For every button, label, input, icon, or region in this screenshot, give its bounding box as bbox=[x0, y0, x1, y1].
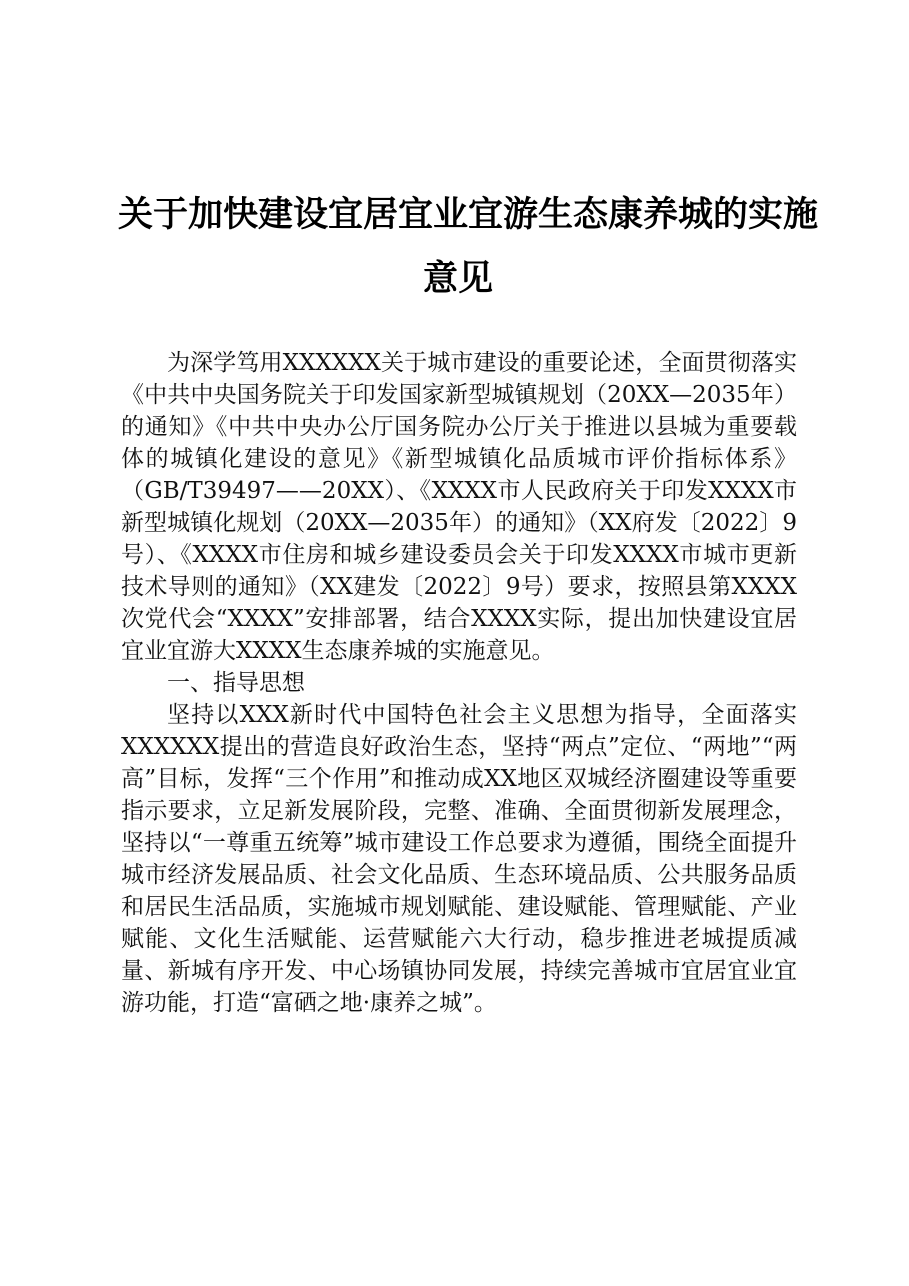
document-body bbox=[121, 347, 797, 1019]
document-title bbox=[118, 183, 819, 311]
intro-paragraph: 为深学笃用XXXXXX关于城市建设的重要论述，全面贯彻落实《中共中央国务院关于印发国家新型城镇规划（20XX—2035年）的通知》《中共中央办公厅国务院办公厅关于推进以县城为重要载体的城镇化建设的意见》《新型城镇化品质城市评价指标体系》（GB/T39497——20XX）、《XXXX市人民政府关于印发XXXX市新型城镇化规划（20XX—2035年）的通知》（XX府发〔2022〕9号）、《XXXX市住房和城乡建设委员会关于印发XXXX市城市更新技术导则的通知》（XX建发〔2022〕9号）要求，按照县第XXXX次党代会“XXXX”安排部署，结合XXXX实际，提出加快建设宜居宜业宜游大XXXX生态康养城的实施意见。 bbox=[121, 350, 797, 664]
document-title-line-1: 关于加快建设宜居宜业宜游生态康养城的实施 bbox=[118, 194, 819, 235]
section-heading-guiding-ideology: 一、指导思想 bbox=[167, 670, 305, 696]
guiding-ideology-paragraph: 坚持以XXX新时代中国特色社会主义思想为指导，全面落实XXXXXX提出的营造良好政治生态，坚持“两点”定位、“两地”“两高”目标，发挥“三个作用”和推动成XX地区双城经济圈建设等重要指示要求，立足新发展阶段，完整、准确、全面贯彻新发展理念，坚持以“一尊重五统筹”城市建设工作总要求为遵循，围绕全面提升城市经济发展品质、社会文化品质、生态环境品质、公共服务品质和居民生活品质，实施城市规划赋能、建设赋能、管理赋能、产业赋能、文化生活赋能、运营赋能六大行动，稳步推进老城提质减量、新城有序开发、中心场镇协同发展，持续完善城市宜居宜业宜游功能，打造“富硒之地·康养之城”。 bbox=[121, 702, 797, 1016]
document-title-line-2: 意见 bbox=[422, 258, 493, 299]
